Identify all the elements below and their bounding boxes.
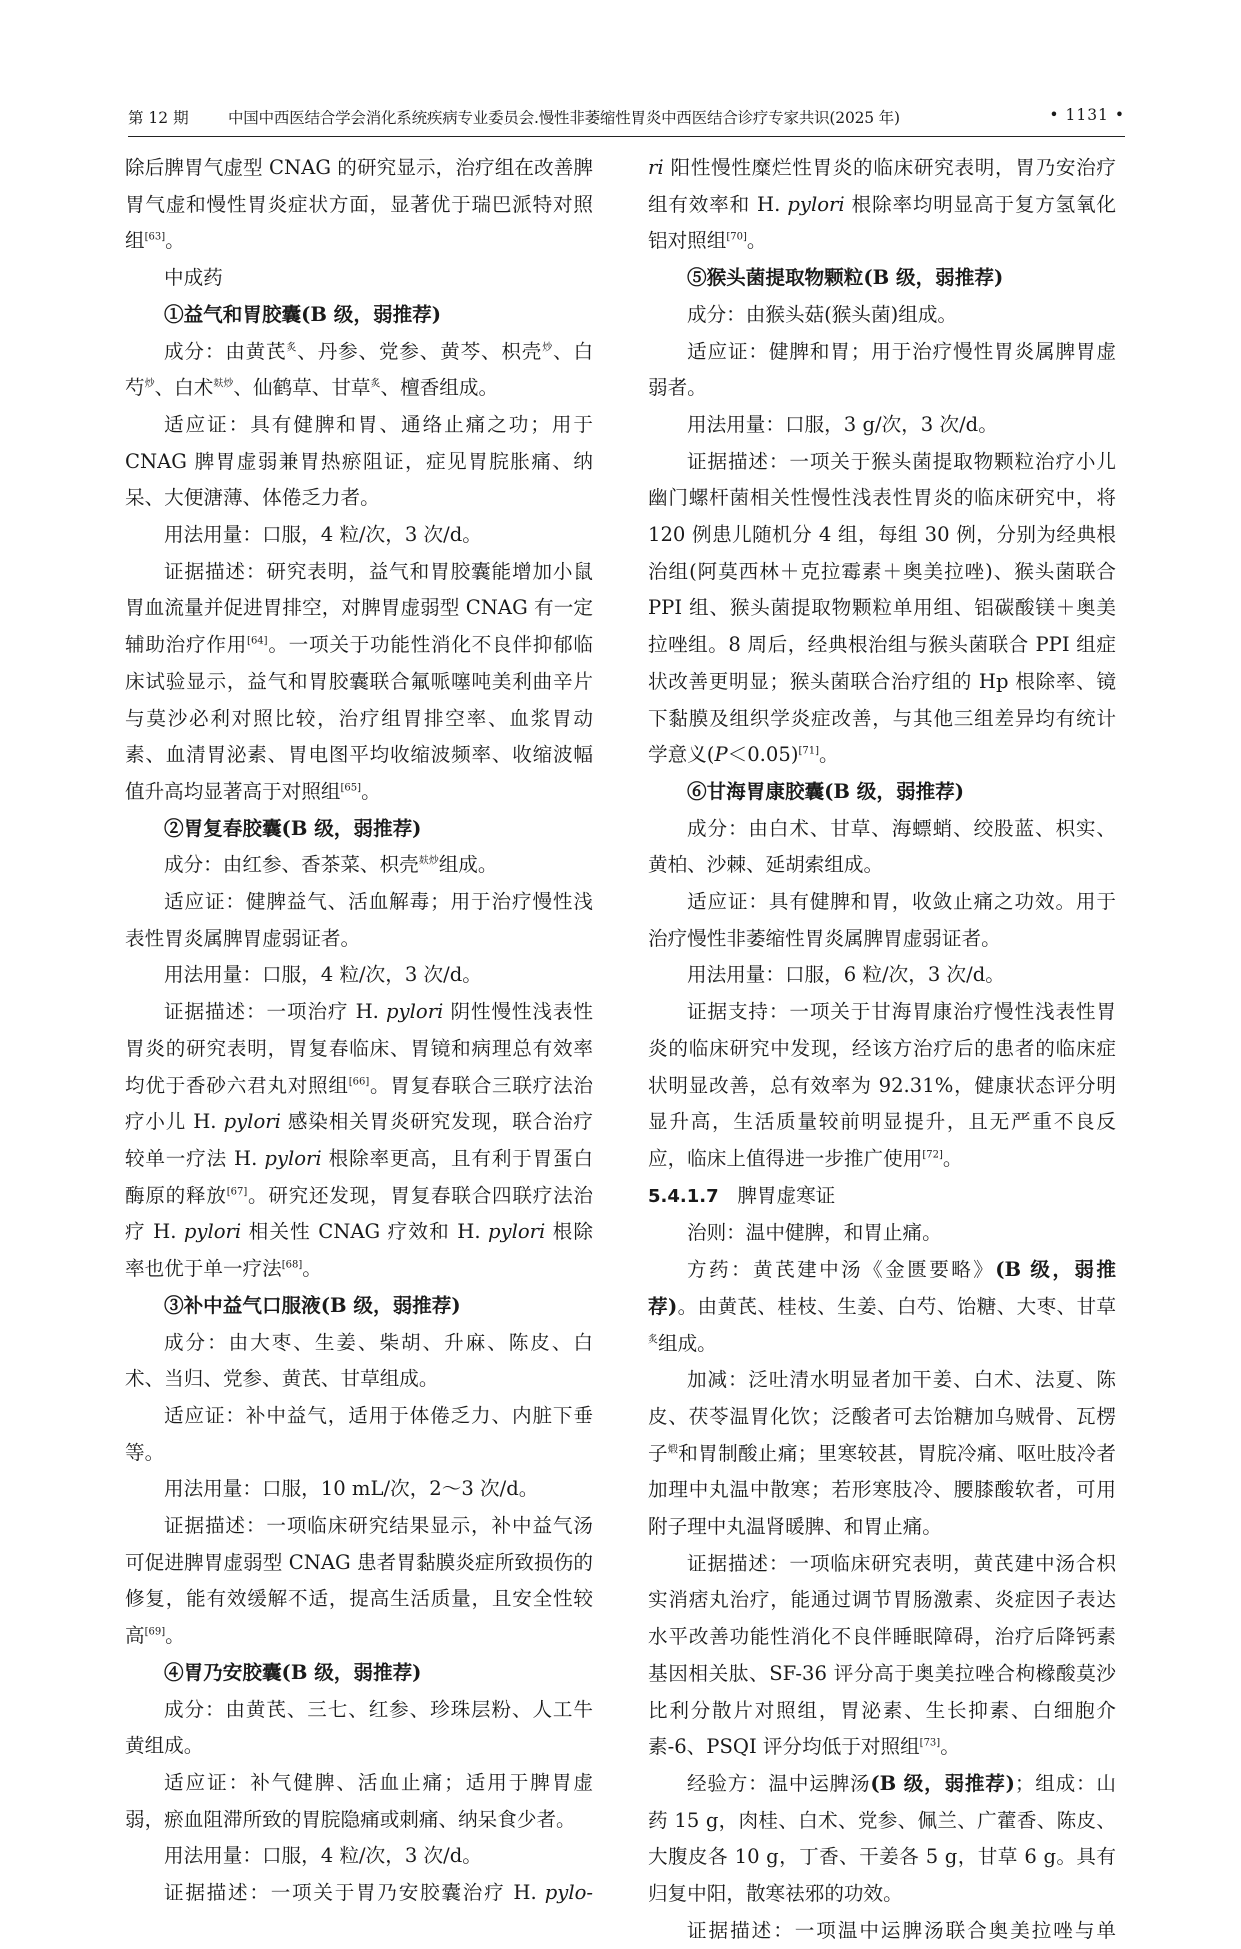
paragraph: 用法用量：口服，4 粒/次，3 次/d。 bbox=[164, 963, 482, 987]
citation[interactable]: [66] bbox=[348, 1076, 370, 1088]
paragraph: 适应证：健脾益气、活血解毒；用于治疗慢性浅表性胃炎属脾胃虚弱证者。 bbox=[125, 890, 593, 950]
journal-title: 中国中西医结合学会消化系统疾病专业委员会.慢性非萎缩性胃炎中西医结合诊疗专家共识(2025 年) bbox=[228, 109, 900, 127]
drug-heading: ⑥甘海胃康胶囊(B 级，弱推荐) bbox=[687, 779, 965, 803]
citation[interactable]: [71] bbox=[798, 745, 820, 757]
paragraph: 证据描述：一项温中运脾汤联合奥美拉唑与单 bbox=[687, 1918, 1116, 1942]
paragraph: 证据描述：一项临床研究结果显示，补中益气汤可促进脾胃虚弱型 CNAG 患者胃黏膜炎症所致损伤的修复，能有效缓解不适，提高生活质量，且安全性较高[69]。 bbox=[125, 1514, 593, 1648]
page-number: • 1131 • bbox=[1049, 106, 1125, 124]
citation[interactable]: [70] bbox=[726, 231, 747, 243]
paragraph: 治则：温中健脾，和胃止痛。 bbox=[687, 1221, 942, 1245]
drug-heading: ④胃乃安胶囊(B 级，弱推荐) bbox=[164, 1660, 422, 1684]
paragraph: ri 阳性慢性糜烂性胃炎的临床研究表明，胃乃安治疗组有效率和 H. pylori 根除率均明显高于复方氢氧化铝对照组[70]。 bbox=[648, 156, 1116, 253]
citation[interactable]: [67] bbox=[226, 1186, 248, 1198]
paragraph: 成分：由红参、香茶菜、枳壳$^{麸炒}$组成。 bbox=[164, 853, 498, 877]
citation[interactable]: [63] bbox=[144, 231, 166, 243]
paragraph: 证据描述：一项关于胃乃安胶囊治疗 H. pylo- bbox=[164, 1881, 593, 1905]
citation[interactable]: [64] bbox=[247, 635, 268, 647]
paragraph: 适应证：补气健脾、活血止痛；适用于脾胃虚弱，瘀血阻滞所致的胃脘隐痛或刺痛、纳呆食少者。 bbox=[125, 1770, 593, 1831]
paragraph: 成分：由黄芪$^炙$、丹参、党参、黄芩、枳壳$^炒$、白芍$^炒$、白术$^{麸炒}$、仙鹤草、甘草$^炙$、檀香组成。 bbox=[125, 339, 594, 400]
paragraph: 证据支持：一项关于甘海胃康治疗慢性浅表性胃炎的临床研究中发现，经该方治疗后的患者的临床症状明显改善，总有效率为 92.31%，健康状态评分明显升高，生活质量较前明显提升，且无严重不良反应，临床上值得进一步推广使用[72]。 bbox=[648, 1000, 1116, 1170]
citation[interactable]: [65] bbox=[340, 782, 362, 794]
drug-heading: ②胃复春胶囊(B 级，弱推荐) bbox=[164, 816, 422, 840]
drug-heading: ③补中益气口服液(B 级，弱推荐) bbox=[164, 1293, 461, 1317]
citation[interactable]: [73] bbox=[919, 1737, 941, 1749]
paragraph: 成分：由大枣、生姜、柴胡、升麻、陈皮、白术、当归、党参、黄芪、甘草组成。 bbox=[125, 1330, 593, 1391]
paragraph: 证据描述：一项关于猴头菌提取物颗粒治疗小儿幽门螺杆菌相关性慢性浅表性胃炎的临床研究中，将 120 例患儿随机分 4 组，每组 30 例，分别为经典根治组(阿莫西林＋克拉霉素＋奥美拉唑)、猴头菌联合 PPI 组、猴头菌提取物颗粒单用组、铝碳酸镁＋奥美拉唑组。8 周后，经典根治组与猴头菌联合 PPI 组症状改善更明显；猴头菌联合治疗组的 Hp 根除率、镜下黏膜及组织学炎症改善，与其他三组差异均有统计学意义(P＜0.05)[71]。 bbox=[648, 449, 1116, 767]
paragraph: 成分：由白术、甘草、海螵蛸、绞股蓝、枳实、黄柏、沙棘、延胡索组成。 bbox=[648, 816, 1116, 877]
paragraph: 用法用量：口服，6 粒/次，3 次/d。 bbox=[687, 963, 1005, 987]
paragraph: 用法用量：口服，10 mL/次，2～3 次/d。 bbox=[164, 1477, 539, 1501]
paragraph: 除后脾胃气虚型 CNAG 的研究显示，治疗组在改善脾胃气虚和慢性胃炎症状方面，显著优于瑞巴派特对照组[63]。 bbox=[125, 156, 593, 253]
issue-number: 第 12 期 bbox=[128, 109, 189, 127]
citation[interactable]: [68] bbox=[281, 1259, 303, 1271]
paragraph: 用法用量：口服，4 粒/次，3 次/d。 bbox=[164, 1844, 482, 1868]
drug-heading: ⑤猴头菌提取物颗粒(B 级，弱推荐) bbox=[687, 266, 1004, 290]
paragraph: 证据描述：一项治疗 H. pylori 阴性慢性浅表性胃炎的研究表明，胃复春临床、胃镜和病理总有效率均优于香砂六君丸对照组[66]。胃复春联合三联疗法治疗小儿 H. pylori 感染相关胃炎研究发现，联合治疗较单一疗法 H. pylori 根除率更高，且有利于胃蛋白酶原的释放[67]。研究还发现，胃复春联合四联疗法治疗 H. pylori 相关性 CNAG 疗效和 H. pylori 根除率也优于单一疗法[68]。 bbox=[125, 1000, 594, 1281]
right-column bbox=[648, 150, 1116, 1949]
citation[interactable]: [69] bbox=[144, 1626, 166, 1638]
paragraph: 适应证：具有健脾和胃，收敛止痛之功效。用于治疗慢性非萎缩性胃炎属脾胃虚弱证者。 bbox=[648, 890, 1116, 950]
drug-heading: ①益气和胃胶囊(B 级，弱推荐) bbox=[164, 302, 442, 326]
left-column bbox=[125, 150, 593, 1912]
paragraph: 适应证：健脾和胃；用于治疗慢性胃炎属脾胃虚弱者。 bbox=[648, 339, 1116, 400]
paragraph: 加减：泛吐清水明显者加干姜、白术、法夏、陈皮、茯苓温胃化饮；泛酸者可去饴糖加乌贼骨、瓦楞子$^煅$和胃制酸止痛；里寒较甚，胃脘冷痛、呕吐肢冷者加理中丸温中散寒；若形寒肢冷、腰膝酸软者，可用附子理中丸温肾暖脾、和胃止痛。 bbox=[648, 1368, 1117, 1539]
paragraph: 成分：由黄芪、三七、红参、珍珠层粉、人工牛黄组成。 bbox=[125, 1697, 593, 1758]
paragraph: 成分：由猴头菇(猴头菌)组成。 bbox=[687, 302, 958, 326]
paragraph: 方药：黄芪建中汤《金匮要略》(B 级，弱推荐)。由黄芪、桂枝、生姜、白芍、饴糖、大枣、甘草$^炙$组成。 bbox=[648, 1258, 1117, 1355]
paragraph: 证据描述：研究表明，益气和胃胶囊能增加小鼠胃血流量并促进胃排空，对脾胃虚弱型 CNAG 有一定辅助治疗作用[64]。一项关于功能性消化不良伴抑郁临床试验显示，益气和胃胶囊联合氟哌噻吨美利曲辛片与莫沙必利对照比较，治疗组胃排空率、血浆胃动素、血清胃泌素、胃电图平均收缩波频率、收缩波幅值升高均显著高于对照组[65]。 bbox=[125, 559, 594, 803]
subheading-proprietary-medicine: 中成药 bbox=[164, 266, 223, 290]
running-header bbox=[128, 102, 1125, 137]
paragraph: 经验方：温中运脾汤(B 级，弱推荐)；组成：山药 15 g，肉桂、白术、党参、佩兰、广藿香、陈皮、大腹皮各 10 g，丁香、干姜各 5 g，甘草 6 g。具有归复中阳，散寒祛邪的功效。 bbox=[648, 1771, 1117, 1906]
section-heading: 5.4.1.7 脾胃虚寒证 bbox=[648, 1183, 836, 1207]
citation[interactable]: [72] bbox=[922, 1149, 943, 1161]
paragraph: 适应证：补中益气，适用于体倦乏力、内脏下垂等。 bbox=[125, 1403, 593, 1464]
paragraph: 用法用量：口服，4 粒/次，3 次/d。 bbox=[164, 523, 482, 547]
paragraph: 证据描述：一项临床研究表明，黄芪建中汤合枳实消痞丸治疗，能通过调节胃肠激素、炎症因子表达水平改善功能性消化不良伴睡眠障碍，治疗后降钙素基因相关肽、SF-36 评分高于奥美拉唑合枸橼酸莫沙比利分散片对照组，胃泌素、生长抑素、白细胞介素-6、PSQI 评分均低于对照组[73]。 bbox=[648, 1551, 1116, 1759]
paragraph: 用法用量：口服，3 g/次，3 次/d。 bbox=[687, 412, 998, 436]
paragraph: 适应证：具有健脾和胃、通络止痛之功；用于 CNAG 脾胃虚弱兼胃热瘀阻证，症见胃脘胀痛、纳呆、大便溏薄、体倦乏力者。 bbox=[125, 412, 593, 510]
